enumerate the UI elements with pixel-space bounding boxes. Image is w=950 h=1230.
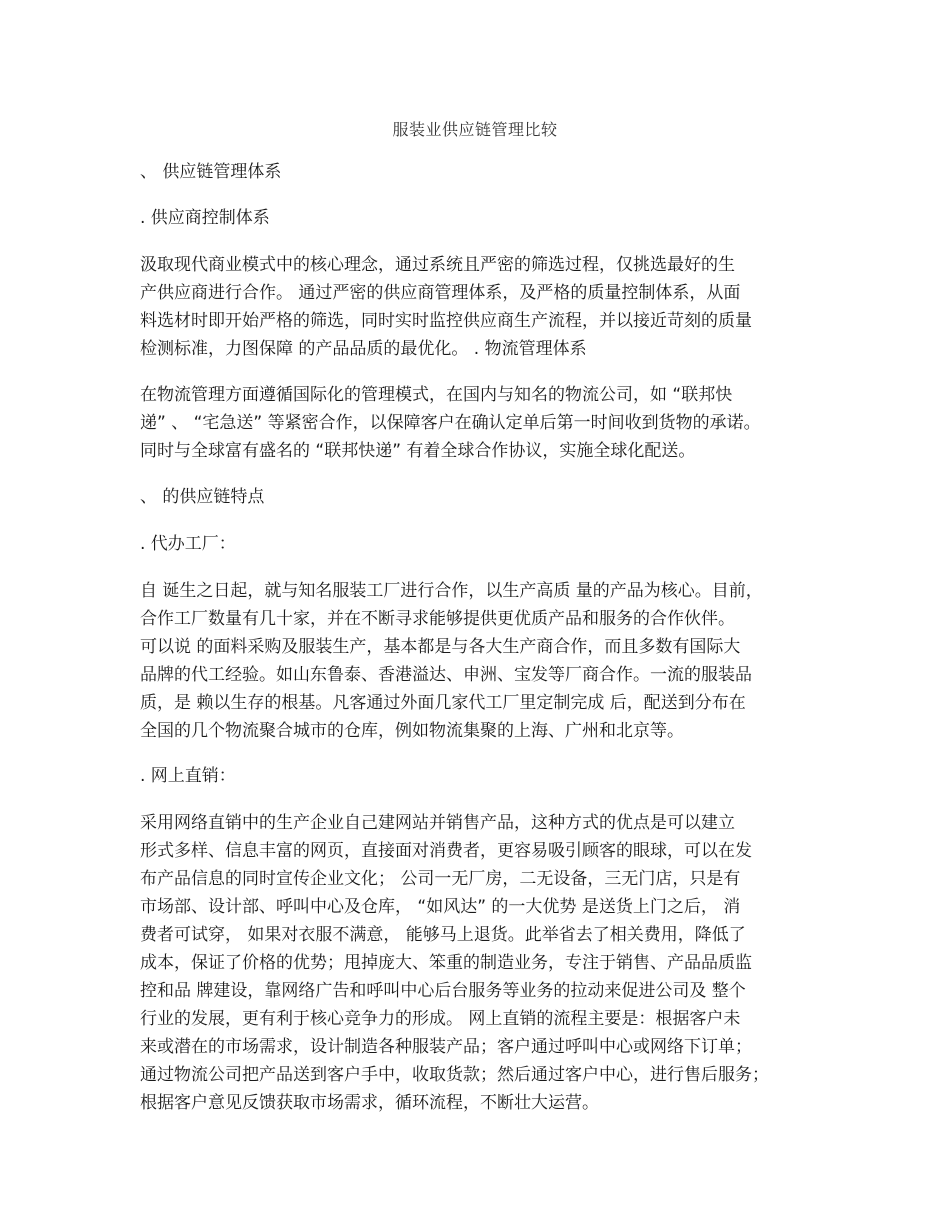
paragraph-line: 行业的发展，更有利于核心竞争力的形成。 网上直销的流程主要是：根据客户未 <box>140 1009 741 1029</box>
paragraph-line: 递” 、 “宅急送” 等紧密合作，以保障客户在确认定单后第一时间收到货物的承诺。 <box>140 413 761 433</box>
paragraph-line: 可以说 的面料采购及服装生产，基本都是与各大生产商合作，而且多数有国际大 <box>140 637 741 657</box>
paragraph-line: 汲取现代商业模式中的核心理念，通过系统且严密的筛选过程，仅挑选最好的生 <box>140 255 735 275</box>
paragraph-line: 产供应商进行合作。 通过严密的供应商管理体系，及严格的质量控制体系，从面 <box>140 283 741 303</box>
paragraph-oem-factory <box>140 577 830 745</box>
paragraph-line: 检测标准，力图保障 的产品品质的最优化。 . 物流管理体系 <box>140 339 587 359</box>
subheading-oem-factory: . 代办工厂： <box>140 534 236 554</box>
paragraph-line: 料选材时即开始严格的筛选，同时实时监控供应商生产流程，并以接近苛刻的质量 <box>140 311 752 331</box>
paragraph-line: 全国的几个物流聚合城市的仓库，例如物流集聚的上海、广州和北京等。 <box>140 721 684 741</box>
paragraph-line: 通过物流公司把产品送到客户手中，收取货款；然后通过客户中心，进行售后服务； <box>140 1065 769 1085</box>
paragraph-line: 自 诞生之日起，就与知名服装工厂进行合作，以生产高质 量的产品为核心。目前， <box>140 581 763 601</box>
paragraph-online-direct-sales <box>140 809 830 1117</box>
paragraph-line: 市场部、设计部、呼叫中心及仓库， “如风达” 的一大优势 是送货上门之后， 消 <box>140 897 741 917</box>
paragraph-line: 来或潜在的市场需求，设计制造各种服装产品；客户通过呼叫中心或网络下订单； <box>140 1037 752 1057</box>
paragraph-line: 费者可试穿， 如果对衣服不满意， 能够马上退货。此举省去了相关费用，降低了 <box>140 925 746 945</box>
document-title: 服装业供应链管理比较 <box>392 120 558 139</box>
section-heading-supply-chain-features: 、 的供应链特点 <box>140 487 265 507</box>
paragraph-line: 合作工厂数量有几十家，并在不断寻求能够提供更优质产品和服务的合作伙伴。 <box>140 609 735 629</box>
paragraph-line: 同时与全球富有盛名的 “联邦快递” 有着全球合作协议，实施全球化配送。 <box>140 441 696 461</box>
subheading-online-direct-sales: . 网上直销： <box>140 766 236 786</box>
paragraph-line: 布产品信息的同时宣传企业文化； 公司一无厂房，二无设备，三无门店，只是有 <box>140 869 741 889</box>
subheading-supplier-control: . 供应商控制体系 <box>140 208 270 228</box>
paragraph-logistics <box>140 381 830 465</box>
section-heading-supply-chain-system: 、 供应链管理体系 <box>140 162 282 182</box>
paragraph-line: 品牌的代工经验。如山东鲁泰、香港溢达、申洲、宝发等厂商合作。一流的服装品 <box>140 665 752 685</box>
paragraph-line: 控和品 牌建设，靠网络广告和呼叫中心后台服务等业务的拉动来促进公司及 整个 <box>140 981 746 1001</box>
paragraph-line: 质，是 赖以生存的根基。凡客通过外面几家代工厂里定制完成 后，配送到分布在 <box>140 693 746 713</box>
paragraph-line: 成本，保证了价格的优势；甩掉庞大、笨重的制造业务，专注于销售、产品品质监 <box>140 953 752 973</box>
paragraph-supplier-control <box>140 251 830 363</box>
paragraph-line: 根据客户意见反馈获取市场需求，循环流程，不断壮大运营。 <box>140 1093 599 1113</box>
paragraph-line: 采用网络直销中的生产企业自己建网站并销售产品，这种方式的优点是可以建立 <box>140 813 735 833</box>
paragraph-line: 形式多样、信息丰富的网页，直接面对消费者，更容易吸引顾客的眼球，可以在发 <box>140 841 752 861</box>
paragraph-line: 在物流管理方面遵循国际化的管理模式，在国内与知名的物流公司，如 “联邦快 <box>140 385 733 405</box>
